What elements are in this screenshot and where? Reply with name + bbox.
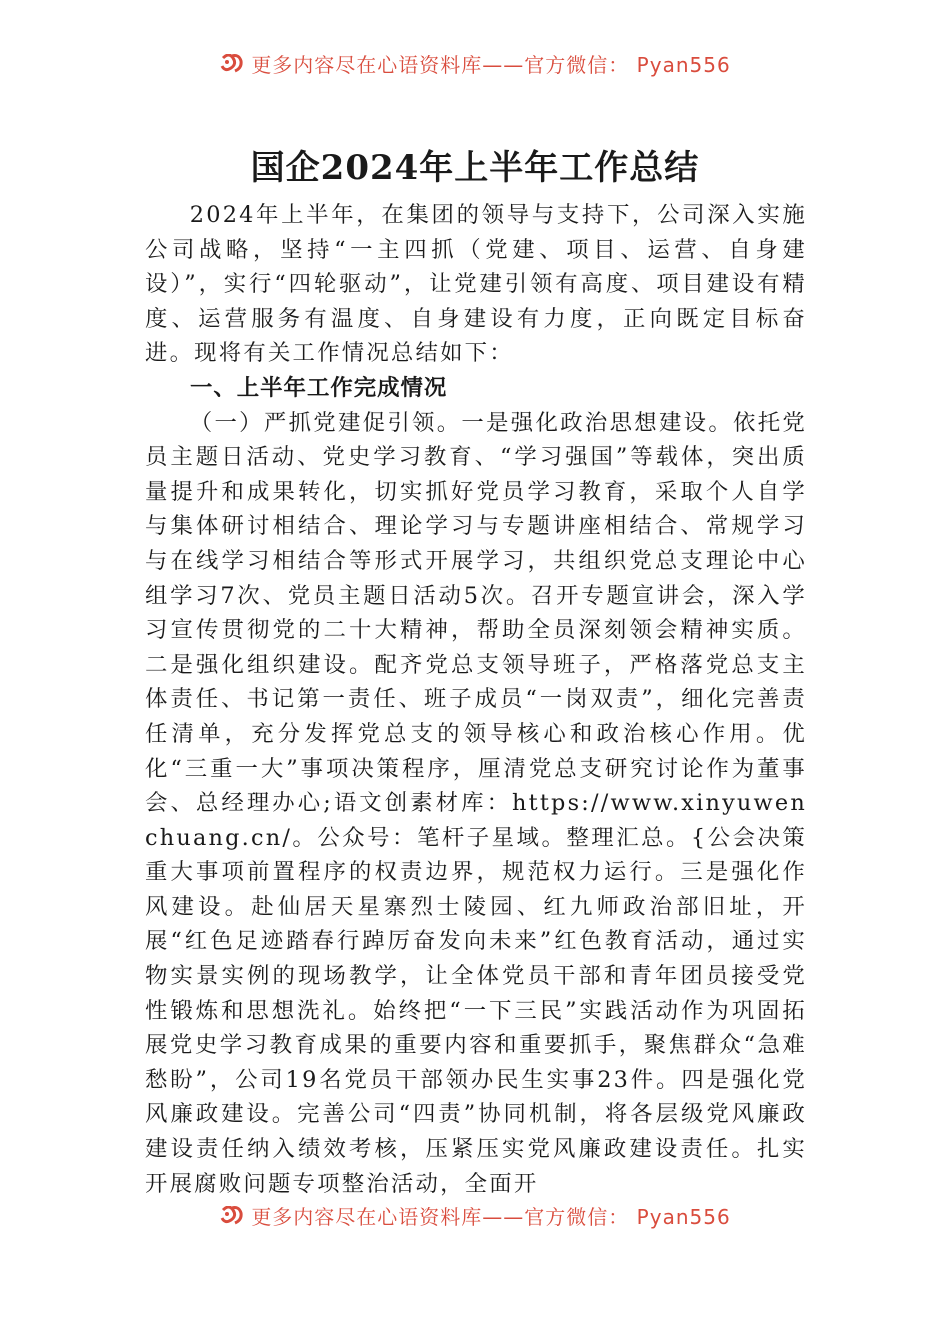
body-paragraph: （一）严抓党建促引领。一是强化政治思想建设。依托党员主题日活动、党史学习教育、“学习强国”等载体，突出质量提升和成果转化，切实抓好党员学习教育，采取个人自学与集体研讨相结合、理论学习与专题讲座相结合、常规学习与在线学习相结合等形式开展学习，共组织党总支理论中心组学习7次、党员主题日活动5次。召开专题宣讲会，深入学习宣传贯彻党的二十大精神，帮助全员深刻领会精神实质。二是强化组织建设。配齐党总支领导班子，严格落党总支主体责任、书记第一责任、班子成员“一岗双责”，细化完善责任清单，充分发挥党总支的领导核心和政治核心作用。优化“三重一大”事项决策程序，厘清党总支研究讨论作为董事会、总经理办心;语文创素材库：https://www.xinyuwenchuang.cn/。公众号：笔杆子星域。整理汇总。{公会决策重大事项前置程序的权责边界，规范权力运行。三是强化作风建设。赴仙居天星寨烈士陵园、红九师政治部旧址，开展“红色足迹踏春行踔厉奋发向未来”红色教育活动，通过实物实景实例的现场教学，让全体党员干部和青年团员接受党性锻炼和思想洗礼。始终把“一下三民”实践活动作为巩固拓展党史学习教育成果的重要内容和重要抓手，聚焦群众“急难愁盼”，公司19名党员干部领办民生实事23件。四是强化党风廉政建设。完善公司“四责”协同机制，将各层级党风廉政建设责任纳入绩效考核，压紧压实党风廉政建设责任。扎实开展腐败问题专项整治活动，全面开: [145, 409, 807, 1197]
section-heading: 一、上半年工作完成情况: [190, 374, 448, 401]
page-title: 国企2024年上半年工作总结: [250, 148, 700, 188]
watermark-text: 更多内容尽在心语资料库——官方微信： Pyan556: [251, 1206, 731, 1229]
intro-paragraph: 2024年上半年，在集团的领导与支持下，公司深入实施公司战略，坚持“一主四抓（党建、项目、运营、自身建设）”，实行“四轮驱动”，让党建引领有高度、项目建设有精度、运营服务有温度、自身建设有力度，正向既定目标奋进。现将有关工作情况总结如下：: [145, 202, 807, 367]
header-watermark-banner: [0, 54, 950, 84]
watermark-text: 更多内容尽在心语资料库——官方微信： Pyan556: [251, 54, 731, 77]
brand-logo-icon: [219, 1206, 245, 1226]
brand-logo-icon: [219, 54, 245, 74]
footer-watermark-banner: [0, 1206, 950, 1236]
document-body: [145, 198, 807, 1201]
